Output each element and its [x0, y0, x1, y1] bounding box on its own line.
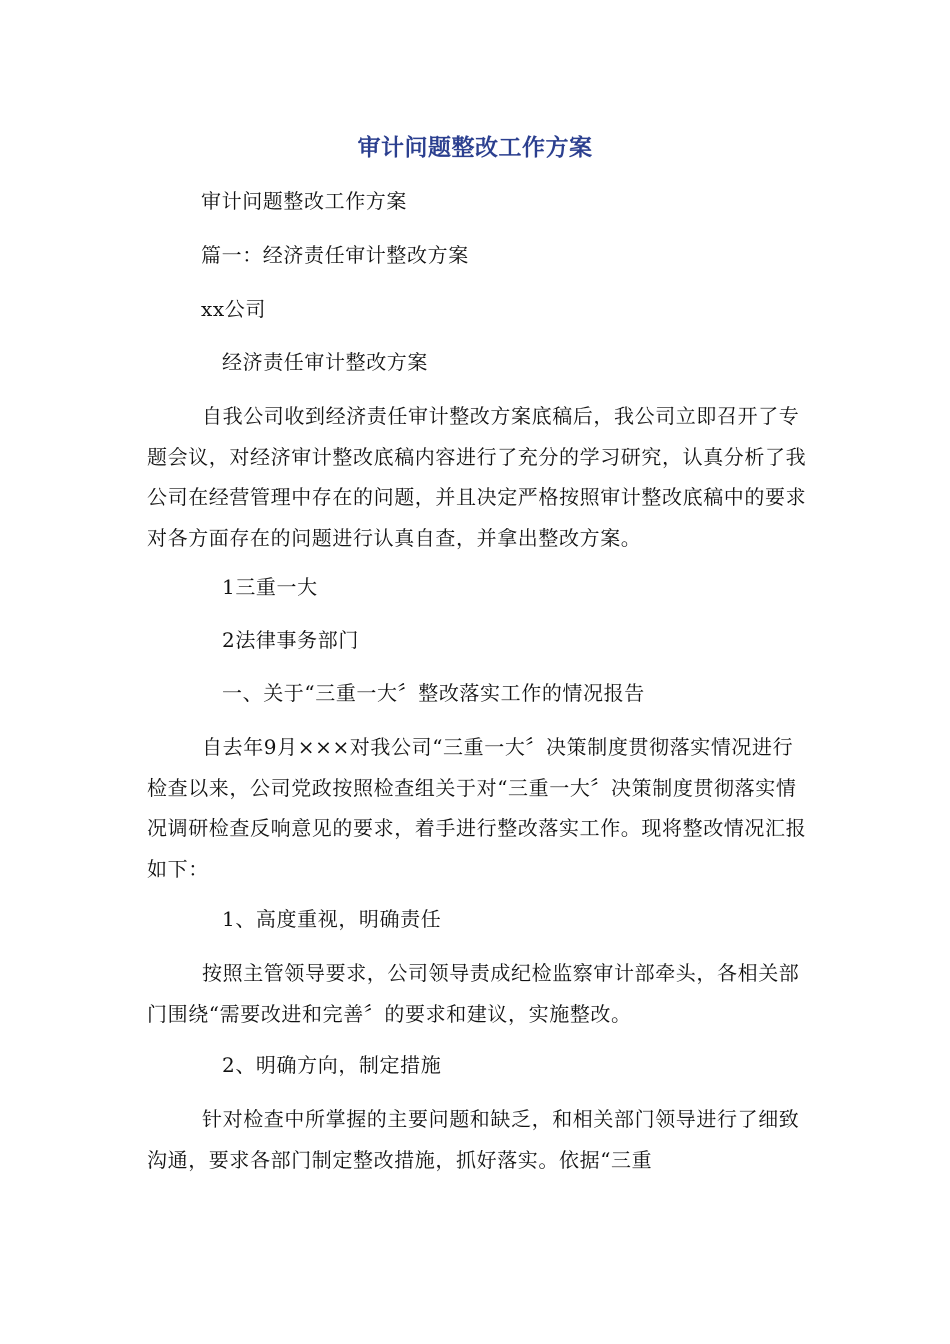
section-heading: 一、关于“三重一大〞整改落实工作的情况报告	[222, 681, 645, 705]
point-2-heading: 2、明确方向，制定措施	[222, 1053, 442, 1077]
plan-heading: 经济责任审计整改方案	[222, 350, 428, 374]
point-2-paragraph: 针对检查中所掌握的主要问题和缺乏，和相关部门领导进行了细致沟通，要求各部门制定整改措施，抓好落实。依据“三重	[147, 1107, 800, 1172]
intro-paragraph: 自我公司收到经济责任审计整改方案底稿后，我公司立即召开了专题会议，对经济审计整改底稿内容进行了充分的学习研究，认真分析了我公司在经营管理中存在的问题，并且决定严格按照审计整改底稿中的要求对各方面存在的问题进行认真自查，并拿出整改方案。	[147, 404, 807, 550]
company-name: xx公司	[201, 297, 266, 321]
point-1-paragraph: 按照主管领导要求，公司领导责成纪检监察审计部牵头，各相关部门围绕“需要改进和完善〞的要求和建议，实施整改。	[147, 961, 800, 1026]
list-item-2: 2法律事务部门	[222, 628, 359, 652]
list-item-1: 1三重一大	[222, 575, 318, 599]
document-subtitle: 审计问题整改工作方案	[201, 189, 407, 213]
part-heading: 篇一：经济责任审计整改方案	[201, 243, 469, 267]
page-title: 审计问题整改工作方案	[357, 135, 593, 161]
report-paragraph: 自去年9月×××对我公司“三重一大〞决策制度贯彻落实情况进行检查以来，公司党政按照检查组关于对“三重一大〞决策制度贯彻落实情况调研检查反响意见的要求，着手进行整改落实工作。现将整改情况汇报如下：	[147, 735, 807, 881]
point-1-heading: 1、高度重视，明确责任	[222, 907, 442, 931]
